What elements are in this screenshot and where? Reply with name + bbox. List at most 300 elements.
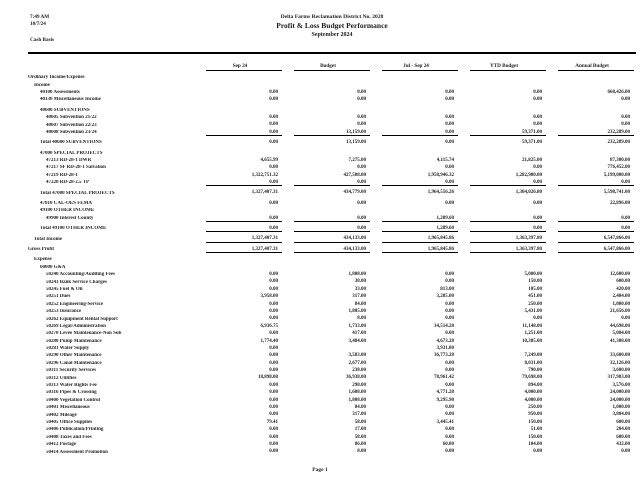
value-cell: 0.00: [284, 215, 372, 222]
value-cell: 0.00: [269, 368, 278, 374]
value-cell: 12,600.00: [610, 271, 630, 277]
report-row: [28, 81, 636, 88]
value-cell: 298.00: [352, 382, 366, 388]
value-cell: 24,000.00: [610, 390, 630, 396]
value-cell: 8,031.00: [524, 360, 542, 366]
account-label: Total 40600 SUBVENTIONS: [40, 140, 102, 146]
value-cell: 33,600.00: [610, 353, 630, 359]
value-cell: 0.00: [269, 345, 278, 351]
value-cell: 0.00: [533, 89, 542, 95]
value-cell: 317.00: [352, 294, 366, 300]
value-cell: 17.00: [354, 427, 366, 433]
value-cell: 204.00: [616, 427, 630, 433]
report-row: [28, 323, 636, 330]
report-row: [28, 419, 636, 426]
value-cell: 84.00: [354, 301, 366, 307]
report-date: 10/7/24: [30, 21, 46, 27]
value-cell: 4,115.74: [436, 157, 454, 163]
account-label: 50408 Taxes and Fees: [46, 434, 92, 440]
value-cell: [372, 150, 460, 157]
value-cell: [372, 256, 460, 263]
value-cell: 0.00: [460, 179, 548, 186]
value-cell: 9,295.90: [436, 397, 454, 403]
account-label: Total 47000 SPECIAL PROJECTS: [40, 190, 115, 196]
value-cell: [460, 264, 548, 271]
value-cell: 6,547,866.00: [548, 246, 636, 253]
account-label: 50252 Engineering-Service: [46, 301, 104, 307]
value-cell: [460, 345, 548, 352]
value-cell: 0.00: [269, 308, 278, 314]
account-label: 50401 Miscellaneous: [46, 405, 90, 411]
account-label: 50405 Office Supplies: [46, 419, 93, 425]
value-cell: [548, 345, 636, 352]
value-cell: 950.00: [528, 412, 542, 418]
value-cell: 0.00: [269, 405, 278, 411]
report-row: [28, 397, 636, 404]
value-cell: [460, 207, 548, 214]
value-cell: 0.00: [445, 140, 454, 146]
value-cell: 1,289.60: [372, 215, 460, 222]
value-cell: 0.00: [269, 382, 278, 388]
account-label: 50262 Equipment Rental Support: [46, 316, 118, 322]
account-label: 50253 Insurance: [46, 309, 82, 315]
report-row: [28, 301, 636, 308]
value-cell: 1,282,980.00: [515, 172, 542, 178]
report-titles: [28, 14, 636, 39]
value-cell: 0.00: [372, 179, 460, 186]
report-row: [28, 293, 636, 300]
value-cell: 0.00: [533, 165, 542, 171]
value-cell: 3,600.00: [612, 368, 630, 374]
value-cell: [460, 74, 548, 81]
account-label: 47217 SF RD-28-1 Salvation: [46, 165, 106, 171]
value-cell: 0.00: [269, 390, 278, 396]
value-cell: 86.00: [354, 441, 366, 447]
value-cell: 1,958,946.32: [427, 172, 454, 178]
report-row: [28, 129, 636, 136]
value-cell: 0.00: [269, 279, 278, 285]
value-cell: 600.00: [616, 419, 630, 425]
account-label: 50313 Water Rights Fee: [46, 383, 97, 389]
account-label: 50400 Vegetation Control: [46, 397, 101, 403]
value-cell: [196, 264, 284, 271]
account-label: Income: [34, 82, 50, 88]
account-label: 47219 RD-28-1: [46, 172, 78, 178]
value-cell: 0.00: [445, 331, 454, 337]
value-cell: 21,825.00: [522, 157, 542, 163]
value-cell: 38.00: [354, 279, 366, 285]
value-cell: 317,983.00: [607, 375, 630, 381]
value-cell: 0.00: [284, 179, 372, 186]
value-cell: [196, 74, 284, 81]
value-cell: 0.00: [357, 114, 366, 120]
value-cell: 0.00: [533, 200, 542, 206]
value-cell: 1,304,026.80: [515, 190, 542, 196]
value-cell: 0.00: [269, 271, 278, 277]
value-cell: 0.00: [357, 165, 366, 171]
value-cell: [284, 256, 372, 263]
value-cell: 0.00: [269, 165, 278, 171]
value-cell: 1,733.00: [348, 323, 366, 329]
value-cell: [196, 256, 284, 263]
value-cell: [284, 264, 372, 271]
report-row: [28, 308, 636, 315]
value-cell: 0.00: [372, 129, 460, 136]
value-cell: 0.00: [621, 97, 630, 103]
value-cell: 0.00: [533, 316, 542, 322]
report-row: [28, 367, 636, 374]
value-cell: [548, 81, 636, 88]
value-cell: 3,285.00: [436, 294, 454, 300]
report-row: [28, 345, 636, 352]
value-cell: 0.00: [269, 89, 278, 95]
report-row: [28, 215, 636, 222]
value-cell: 0.00: [548, 215, 636, 222]
value-cell: [372, 264, 460, 271]
value-cell: 150.00: [528, 419, 542, 425]
report-row: [28, 441, 636, 448]
page-title: Profit & Loss Budget Performance: [276, 21, 388, 30]
value-cell: 36,773.28: [434, 353, 454, 359]
account-label: 50280 Pump Maintenance: [46, 338, 102, 344]
value-cell: 6,936.75: [260, 323, 278, 329]
report-row: [28, 200, 636, 207]
value-cell: 79.41: [266, 419, 278, 425]
report-period: September 2024: [311, 32, 353, 38]
column-header: YTD Budget: [460, 63, 548, 71]
value-cell: 0.00: [269, 449, 278, 455]
report-row: [28, 225, 636, 232]
value-cell: 417.00: [352, 331, 366, 337]
value-cell: 250.00: [528, 405, 542, 411]
value-cell: 0.00: [621, 316, 630, 322]
account-label: 40600 SUBVENTIONS: [40, 107, 90, 113]
report-basis: Cash Basis: [30, 37, 55, 43]
value-cell: 105.00: [528, 286, 542, 292]
value-cell: [460, 81, 548, 88]
value-cell: 894.00: [528, 382, 542, 388]
value-cell: 0.00: [269, 122, 278, 128]
value-cell: 4,771.28: [436, 390, 454, 396]
value-cell: 0.00: [533, 114, 542, 120]
value-cell: 0.00: [445, 200, 454, 206]
value-cell: 0.00: [269, 114, 278, 120]
value-cell: 317.00: [352, 412, 366, 418]
value-cell: 4,655.99: [260, 157, 278, 163]
value-cell: 5,598,741.00: [603, 190, 630, 196]
value-cell: 44,698.00: [610, 323, 630, 329]
value-cell: 3,931.80: [436, 345, 454, 351]
value-cell: 1,000.00: [612, 301, 630, 307]
report-row: [28, 271, 636, 278]
value-cell: 0.00: [269, 140, 278, 146]
value-cell: 5,004.00: [612, 331, 630, 337]
report-row: [28, 426, 636, 433]
value-cell: 1,289.60: [372, 225, 460, 232]
page-number: Page 1: [312, 467, 328, 473]
account-label: 40130 Miscellaneous Income: [40, 97, 101, 103]
account-label: 50414 Assessment Promotion: [46, 449, 108, 455]
value-cell: 0.00: [460, 215, 548, 222]
report-body: [28, 74, 636, 456]
value-cell: 58.00: [354, 419, 366, 425]
value-cell: 0.00: [269, 412, 278, 418]
value-cell: 0.00: [445, 382, 454, 388]
report-row: [28, 264, 636, 271]
report-row: [28, 330, 636, 337]
value-cell: 1,805.00: [348, 308, 366, 314]
report-row: [28, 389, 636, 396]
account-label: Total 49100 OTHER INCOME: [40, 226, 107, 232]
account-label: 50245 Fuel & Oil: [46, 286, 83, 292]
value-cell: 776,452.00: [607, 165, 630, 171]
account-label: 40100 Assessments: [40, 89, 80, 95]
value-cell: [284, 74, 372, 81]
value-cell: 0.00: [445, 97, 454, 103]
value-cell: 0.00: [445, 301, 454, 307]
value-cell: 238.00: [352, 368, 366, 374]
report-row: [28, 374, 636, 381]
report-row: [28, 157, 636, 164]
report-row: [28, 278, 636, 285]
account-label: 50312 Utilities: [46, 375, 77, 381]
value-cell: 0.00: [269, 97, 278, 103]
report-time: 7:49 AM: [30, 14, 50, 20]
report-row: [28, 434, 636, 441]
account-label: 40607 Subvention 22/23: [46, 122, 97, 128]
value-cell: 1,327,407.31: [251, 190, 278, 196]
value-cell: 4,000.00: [524, 390, 542, 396]
value-cell: [548, 256, 636, 263]
value-cell: 0.00: [284, 225, 372, 232]
value-cell: [284, 345, 372, 352]
value-cell: [196, 81, 284, 88]
account-label: Ordinary Income/Expense: [28, 75, 85, 81]
account-label: 50402 Mileage: [46, 412, 77, 418]
value-cell: 150.00: [528, 434, 542, 440]
value-cell: 32,126.00: [610, 360, 630, 366]
report-row: [28, 315, 636, 322]
value-cell: 1,327,407.31: [196, 235, 284, 242]
value-cell: 7,249.00: [524, 353, 542, 359]
value-cell: [284, 207, 372, 214]
value-cell: 1,808.00: [348, 271, 366, 277]
value-cell: 0.00: [445, 271, 454, 277]
value-cell: 0.00: [269, 434, 278, 440]
value-cell: 1,965,845.86: [372, 235, 460, 242]
value-cell: 13,159.00: [284, 129, 372, 136]
value-cell: 11,148.00: [522, 323, 542, 329]
value-cell: 22,896.00: [610, 200, 630, 206]
value-cell: [372, 207, 460, 214]
report-row: [28, 246, 636, 253]
report-row: [28, 404, 636, 411]
account-label: 49900 Interest County: [46, 215, 94, 221]
value-cell: 3,804.00: [612, 412, 630, 418]
account-label: 47810 CAL-OES FEMA: [40, 201, 92, 207]
value-cell: 0.00: [445, 412, 454, 418]
value-cell: 0.00: [445, 316, 454, 322]
value-cell: 5,199,000.00: [603, 172, 630, 178]
report-row: [28, 89, 636, 96]
value-cell: 1,363,397.80: [460, 235, 548, 242]
value-cell: 104.00: [528, 441, 542, 447]
report-row: [28, 189, 636, 196]
value-cell: 0.00: [269, 316, 278, 322]
report-row: [28, 352, 636, 359]
value-cell: 0.00: [445, 308, 454, 314]
value-cell: [196, 207, 284, 214]
value-cell: 8.00: [357, 449, 366, 455]
value-cell: [460, 150, 548, 157]
report-header: [28, 14, 636, 50]
value-cell: 434,133.00: [284, 246, 372, 253]
account-label: 50412 Postage: [46, 442, 77, 448]
value-cell: 10,385.00: [522, 338, 542, 344]
value-cell: 0.00: [533, 97, 542, 103]
value-cell: [460, 256, 548, 263]
value-cell: 5,000.00: [524, 271, 542, 277]
value-cell: 0.00: [621, 114, 630, 120]
value-cell: 3,484.00: [348, 338, 366, 344]
value-cell: 0.00: [357, 97, 366, 103]
value-cell: 0.00: [445, 405, 454, 411]
value-cell: 4,000.00: [524, 397, 542, 403]
value-cell: [196, 150, 284, 157]
value-cell: 0.00: [445, 122, 454, 128]
value-cell: 0.00: [196, 129, 284, 136]
value-cell: 41,308.00: [610, 338, 630, 344]
value-cell: 0.00: [269, 427, 278, 433]
value-cell: 3,576.00: [612, 382, 630, 388]
value-cell: 21,656.00: [610, 308, 630, 314]
value-cell: 451.00: [528, 294, 542, 300]
value-cell: 0.00: [548, 225, 636, 232]
value-cell: 84.00: [354, 405, 366, 411]
account-label: Total Income: [34, 236, 63, 242]
value-cell: 0.00: [445, 368, 454, 374]
column-header: Sep 24: [196, 63, 284, 71]
value-cell: 3,583.00: [348, 353, 366, 359]
value-cell: 600.00: [616, 434, 630, 440]
company-name: Delta Farms Reclamation District No. 2028: [280, 14, 384, 20]
value-cell: 150.00: [528, 279, 542, 285]
account-label: 40608 Subvention 23/24: [46, 129, 97, 135]
account-label: 47220 RD-28-2.5 TP: [46, 180, 90, 186]
value-cell: [196, 107, 284, 114]
value-cell: 0.00: [445, 279, 454, 285]
value-cell: 5,431.00: [524, 308, 542, 314]
report-row: [28, 172, 636, 179]
value-cell: 7,275.00: [348, 157, 366, 163]
column-header: Budget: [284, 63, 372, 71]
value-cell: 0.00: [269, 353, 278, 359]
value-cell: 1,608.00: [348, 390, 366, 396]
value-cell: 600.00: [616, 279, 630, 285]
account-label: 49100 OTHER INCOME: [40, 208, 95, 214]
value-cell: [372, 81, 460, 88]
value-cell: 24,000.00: [610, 397, 630, 403]
value-cell: 0.00: [196, 225, 284, 232]
report-row: [28, 164, 636, 171]
value-cell: 0.00: [269, 200, 278, 206]
value-cell: 0.00: [269, 301, 278, 307]
value-cell: 33.00: [354, 286, 366, 292]
account-label: 50243 Bank Service Charges: [46, 279, 107, 285]
value-cell: 51.00: [530, 427, 542, 433]
report-row: [28, 121, 636, 128]
value-cell: 1,327,407.31: [196, 246, 284, 253]
column-header: Annual Budget: [548, 63, 636, 71]
column-header: Jul - Sep 24: [372, 63, 460, 71]
account-label: 47000 SPECIAL PROJECTS: [40, 150, 103, 156]
account-label: Gross Profit: [28, 247, 55, 252]
value-cell: 0.00: [445, 449, 454, 455]
value-cell: 34,514.28: [434, 323, 454, 329]
value-cell: 434,779.00: [343, 190, 366, 196]
report-row: [28, 150, 636, 157]
value-cell: [372, 74, 460, 81]
value-cell: 0.00: [445, 89, 454, 95]
value-cell: [284, 81, 372, 88]
value-cell: 0.00: [533, 122, 542, 128]
account-label: 50281 Water Supply: [46, 346, 90, 352]
value-cell: 0.00: [445, 434, 454, 440]
value-cell: 790.00: [528, 368, 542, 374]
value-cell: 427,508.00: [343, 172, 366, 178]
value-cell: 1,251.00: [524, 331, 542, 337]
report-row: [28, 411, 636, 418]
report-row: [28, 256, 636, 263]
value-cell: 1,363,397.80: [460, 246, 548, 253]
value-cell: 420.00: [616, 286, 630, 292]
value-cell: [548, 107, 636, 114]
value-cell: 79,698.00: [522, 375, 542, 381]
value-cell: 0.00: [445, 360, 454, 366]
value-cell: 0.00: [357, 122, 366, 128]
value-cell: 13,159.00: [346, 140, 366, 146]
report-row: [28, 207, 636, 214]
value-cell: 0.00: [269, 397, 278, 403]
value-cell: 4,673.28: [436, 338, 454, 344]
report-row: [28, 382, 636, 389]
value-cell: 0.00: [548, 179, 636, 186]
value-cell: 3,445.41: [436, 419, 454, 425]
report-row: [28, 338, 636, 345]
value-cell: 58.00: [354, 434, 366, 440]
value-cell: 59,371.00: [460, 129, 548, 136]
value-cell: [548, 150, 636, 157]
value-cell: [548, 264, 636, 271]
value-cell: 0.00: [445, 427, 454, 433]
value-cell: 87,300.00: [610, 157, 630, 163]
value-cell: 0.00: [196, 179, 284, 186]
value-cell: [284, 107, 372, 114]
account-label: 60000 G&A: [40, 264, 66, 270]
report-row: [28, 448, 636, 455]
report-row: [28, 107, 636, 114]
value-cell: 0.00: [357, 200, 366, 206]
account-label: 50240 Accounting/Auditing Fees: [46, 272, 115, 278]
account-label: 50296 Canal Maintenance: [46, 360, 102, 366]
value-cell: 0.00: [269, 360, 278, 366]
account-label: 50290 Other Maintenance: [46, 353, 102, 359]
value-cell: 0.00: [269, 441, 278, 447]
value-cell: 8.00: [357, 316, 366, 322]
value-cell: 668,426.00: [607, 89, 630, 95]
value-cell: 2,677.00: [348, 360, 366, 366]
account-label: 50406 Publication/Printing: [46, 427, 104, 433]
